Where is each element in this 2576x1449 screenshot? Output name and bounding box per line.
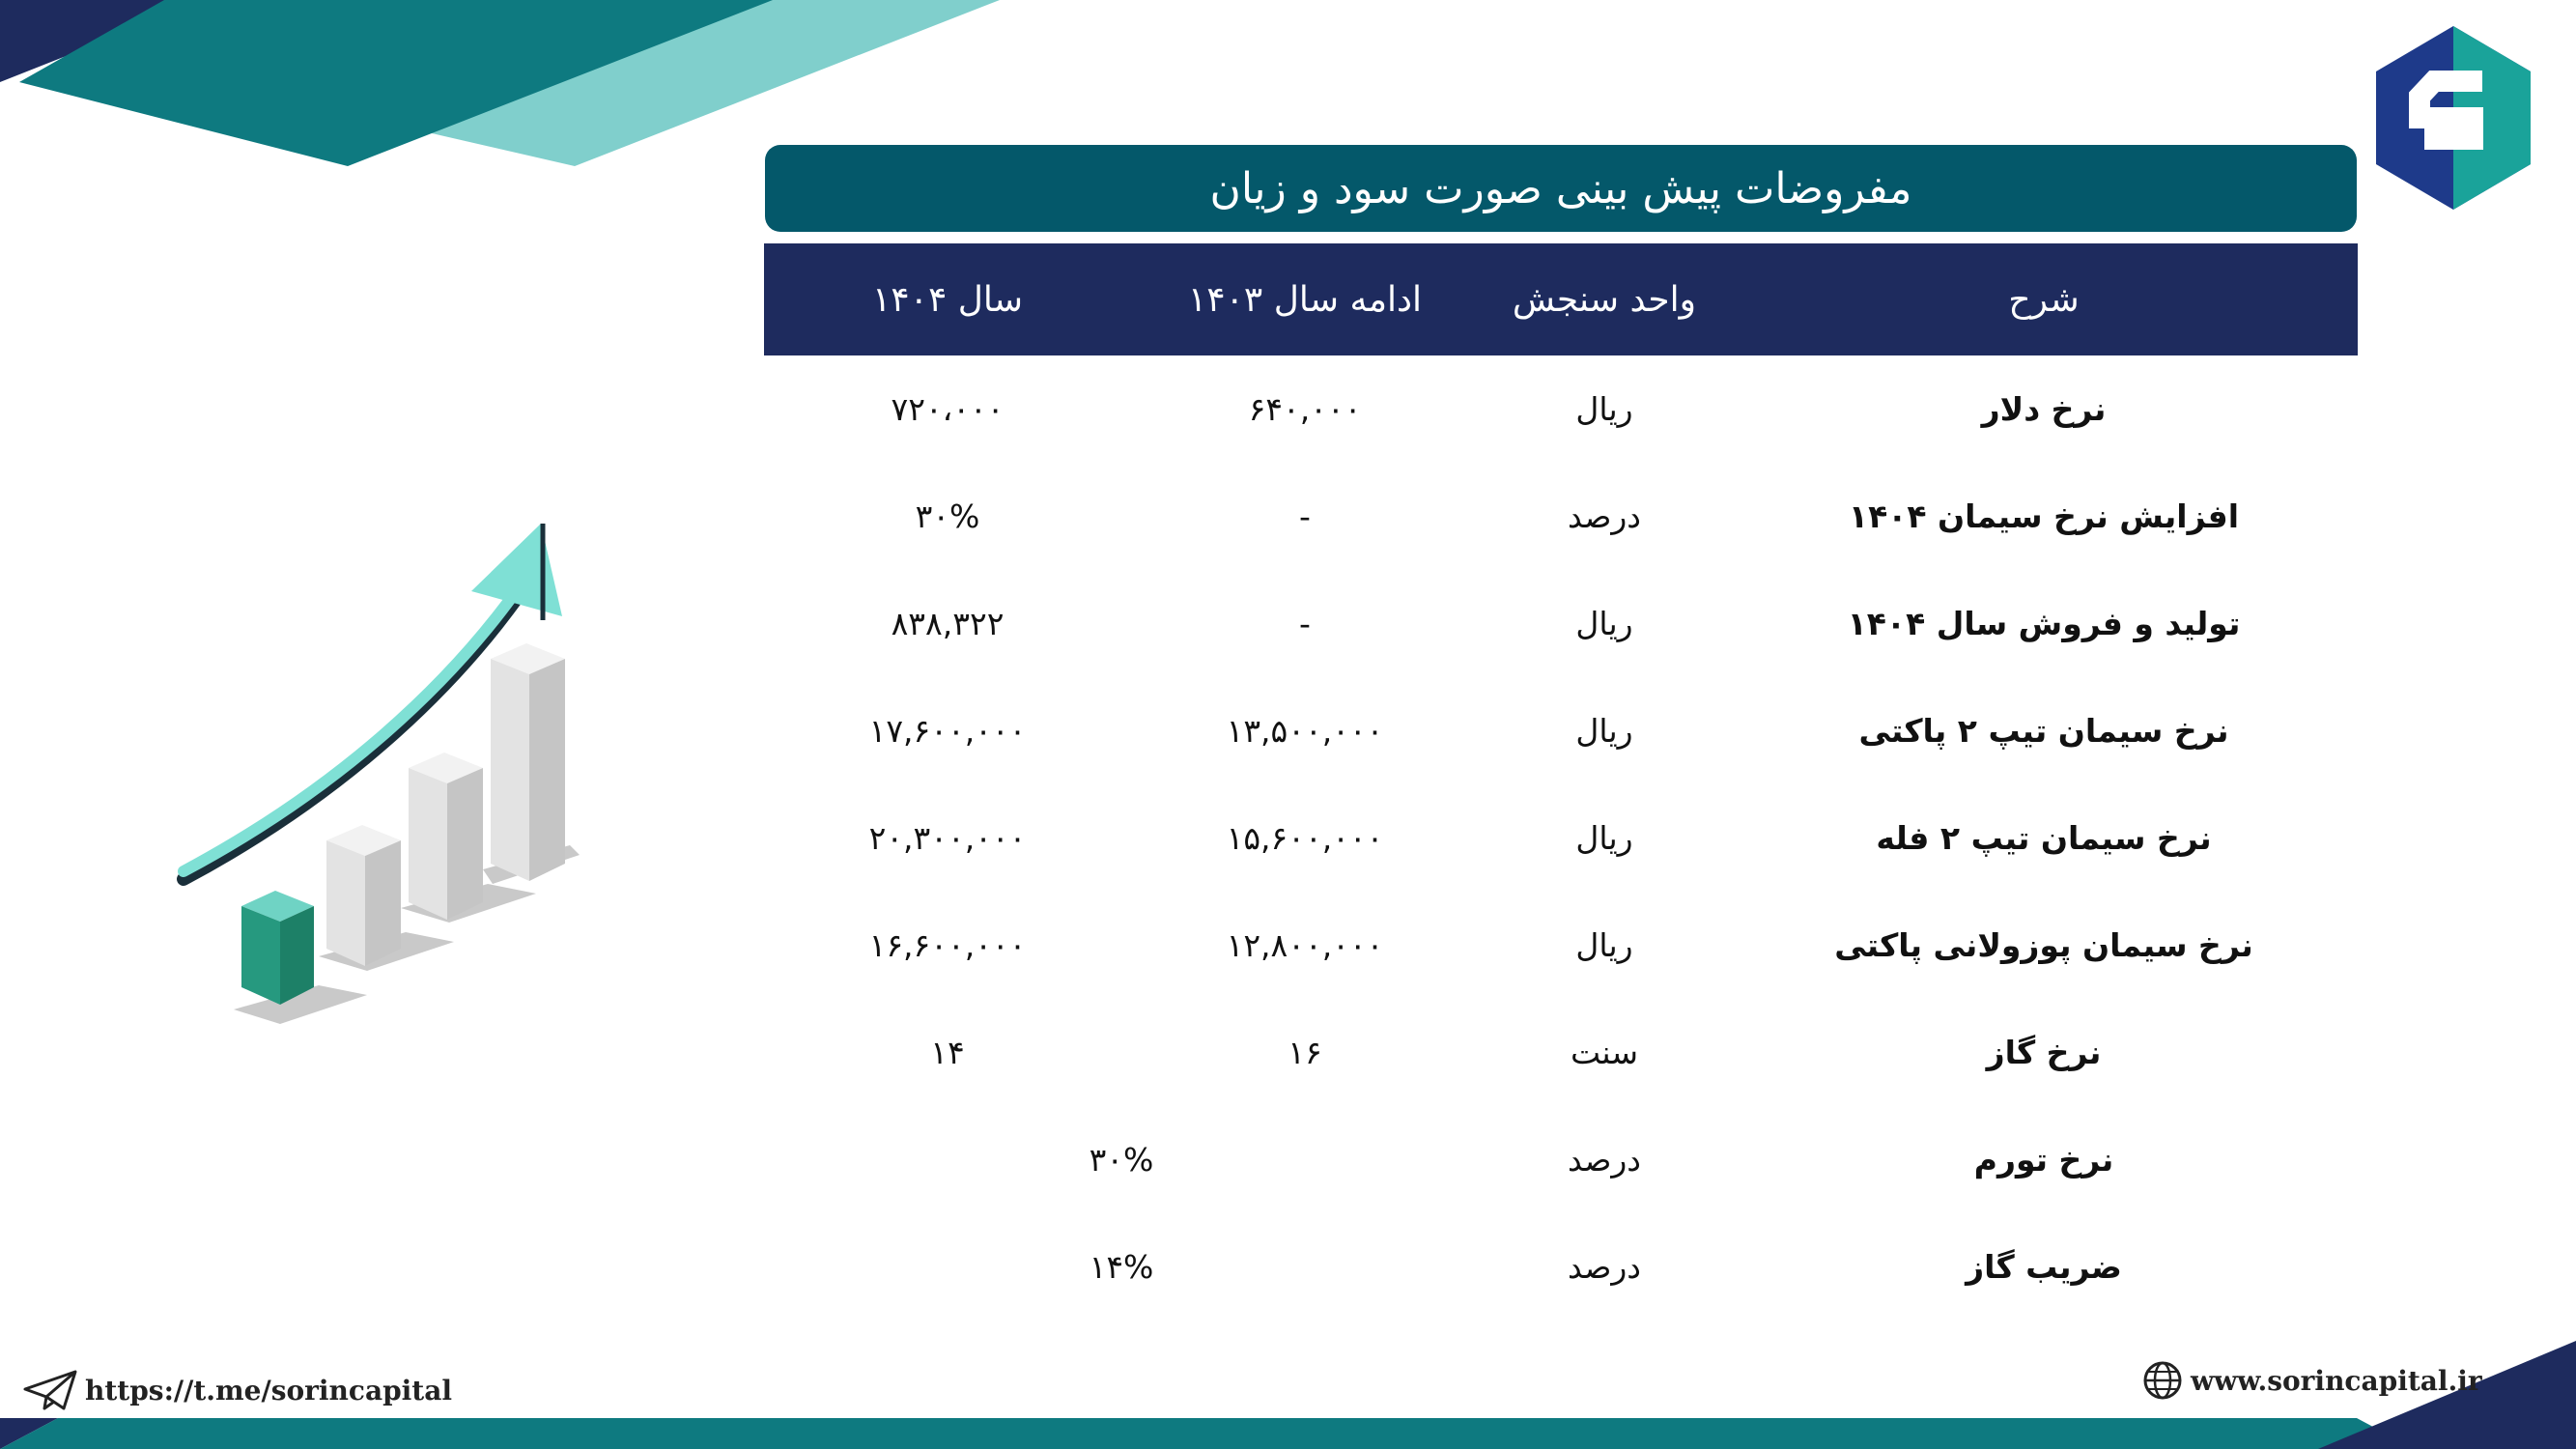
assumptions-table xyxy=(764,243,2358,1321)
table-row xyxy=(764,784,2358,892)
row-unit: درصد xyxy=(1568,1248,1641,1286)
globe-icon xyxy=(2142,1360,2183,1401)
row-description: نرخ دلار xyxy=(1981,390,2107,428)
table-row xyxy=(764,1106,2358,1213)
row-value-1403: ۱۳,۵۰۰,۰۰۰ xyxy=(1226,712,1384,750)
footer-website[interactable] xyxy=(2142,1360,2482,1401)
growth-chart-illustration xyxy=(164,502,609,1024)
bar-2-left xyxy=(326,840,365,966)
row-unit: سنت xyxy=(1570,1034,1638,1071)
table-row xyxy=(764,1213,2358,1321)
row-unit: ریال xyxy=(1575,605,1633,642)
website-link[interactable]: www.sorincapital.ir xyxy=(2191,1364,2482,1397)
row-value-merged: ۱۴% xyxy=(1089,1248,1154,1286)
table-row xyxy=(764,463,2358,570)
page-title: مفروضات پیش بینی صورت سود و زیان xyxy=(765,145,2357,232)
row-unit: ریال xyxy=(1575,926,1633,964)
row-value-1404: ۱۷,۶۰۰,۰۰۰ xyxy=(868,712,1027,750)
bar-1-right xyxy=(280,906,314,1005)
header-year-1403: ادامه سال ۱۴۰۳ xyxy=(1187,279,1423,320)
row-value-1404: ۱۶,۶۰۰,۰۰۰ xyxy=(868,926,1027,964)
table-header xyxy=(764,243,2358,355)
sorin-logo xyxy=(2366,21,2540,214)
row-value-merged: ۳۰% xyxy=(1089,1141,1154,1179)
table-row xyxy=(764,892,2358,999)
row-description: نرخ سیمان تیپ ۲ فله xyxy=(1876,819,2212,857)
row-description: نرخ گاز xyxy=(1986,1034,2102,1071)
row-value-1403: - xyxy=(1299,605,1311,642)
row-value-1403: ۶۴۰,۰۰۰ xyxy=(1248,390,1362,428)
row-value-1404: ۳۰% xyxy=(915,497,980,535)
table-row xyxy=(764,677,2358,784)
telegram-icon xyxy=(23,1370,77,1410)
row-description: نرخ تورم xyxy=(1973,1141,2114,1179)
growth-arrow xyxy=(184,562,536,871)
bar-1-left xyxy=(241,906,280,1005)
header-year-1404: سال ۱۴۰۴ xyxy=(871,279,1024,320)
row-value-1404: ۲۰,۳۰۰,۰۰۰ xyxy=(868,819,1027,857)
bar-4-left xyxy=(491,659,529,881)
row-value-1403: ۱۶ xyxy=(1288,1034,1322,1071)
row-description: نرخ سیمان پوزولانی پاکتی xyxy=(1834,926,2253,964)
footer-telegram[interactable] xyxy=(23,1370,452,1410)
row-description: افزایش نرخ سیمان ۱۴۰۴ xyxy=(1848,497,2240,535)
row-unit: ریال xyxy=(1575,390,1633,428)
table-row xyxy=(764,999,2358,1106)
row-value-1404: ۱۴ xyxy=(930,1034,965,1071)
bar-4-right xyxy=(529,659,565,881)
row-value-1403: - xyxy=(1299,497,1311,535)
bar-3-right xyxy=(447,768,483,920)
row-unit: درصد xyxy=(1568,1141,1641,1179)
row-description: ضریب گاز xyxy=(1966,1248,2122,1286)
table-row xyxy=(764,355,2358,463)
telegram-link[interactable]: https://t.me/sorincapital xyxy=(85,1374,453,1406)
bar-3-left xyxy=(409,768,447,920)
row-value-1403: ۱۲,۸۰۰,۰۰۰ xyxy=(1226,926,1384,964)
table-row xyxy=(764,570,2358,677)
row-description: نرخ سیمان تیپ ۲ پاکتی xyxy=(1858,712,2229,750)
row-unit: ریال xyxy=(1575,819,1633,857)
row-unit: درصد xyxy=(1568,497,1641,535)
header-unit: واحد سنجش xyxy=(1512,279,1697,320)
row-value-1403: ۱۵,۶۰۰,۰۰۰ xyxy=(1226,819,1384,857)
row-description: تولید و فروش سال ۱۴۰۴ xyxy=(1847,605,2241,642)
row-unit: ریال xyxy=(1575,712,1633,750)
bar-2-right xyxy=(365,840,401,966)
arrow-head xyxy=(471,524,562,616)
header-description: شرح xyxy=(2008,279,2080,320)
row-value-1404: ۷۲۰،۰۰۰ xyxy=(891,390,1005,428)
row-value-1404: ۸۳۸,۳۲۲ xyxy=(891,605,1005,642)
